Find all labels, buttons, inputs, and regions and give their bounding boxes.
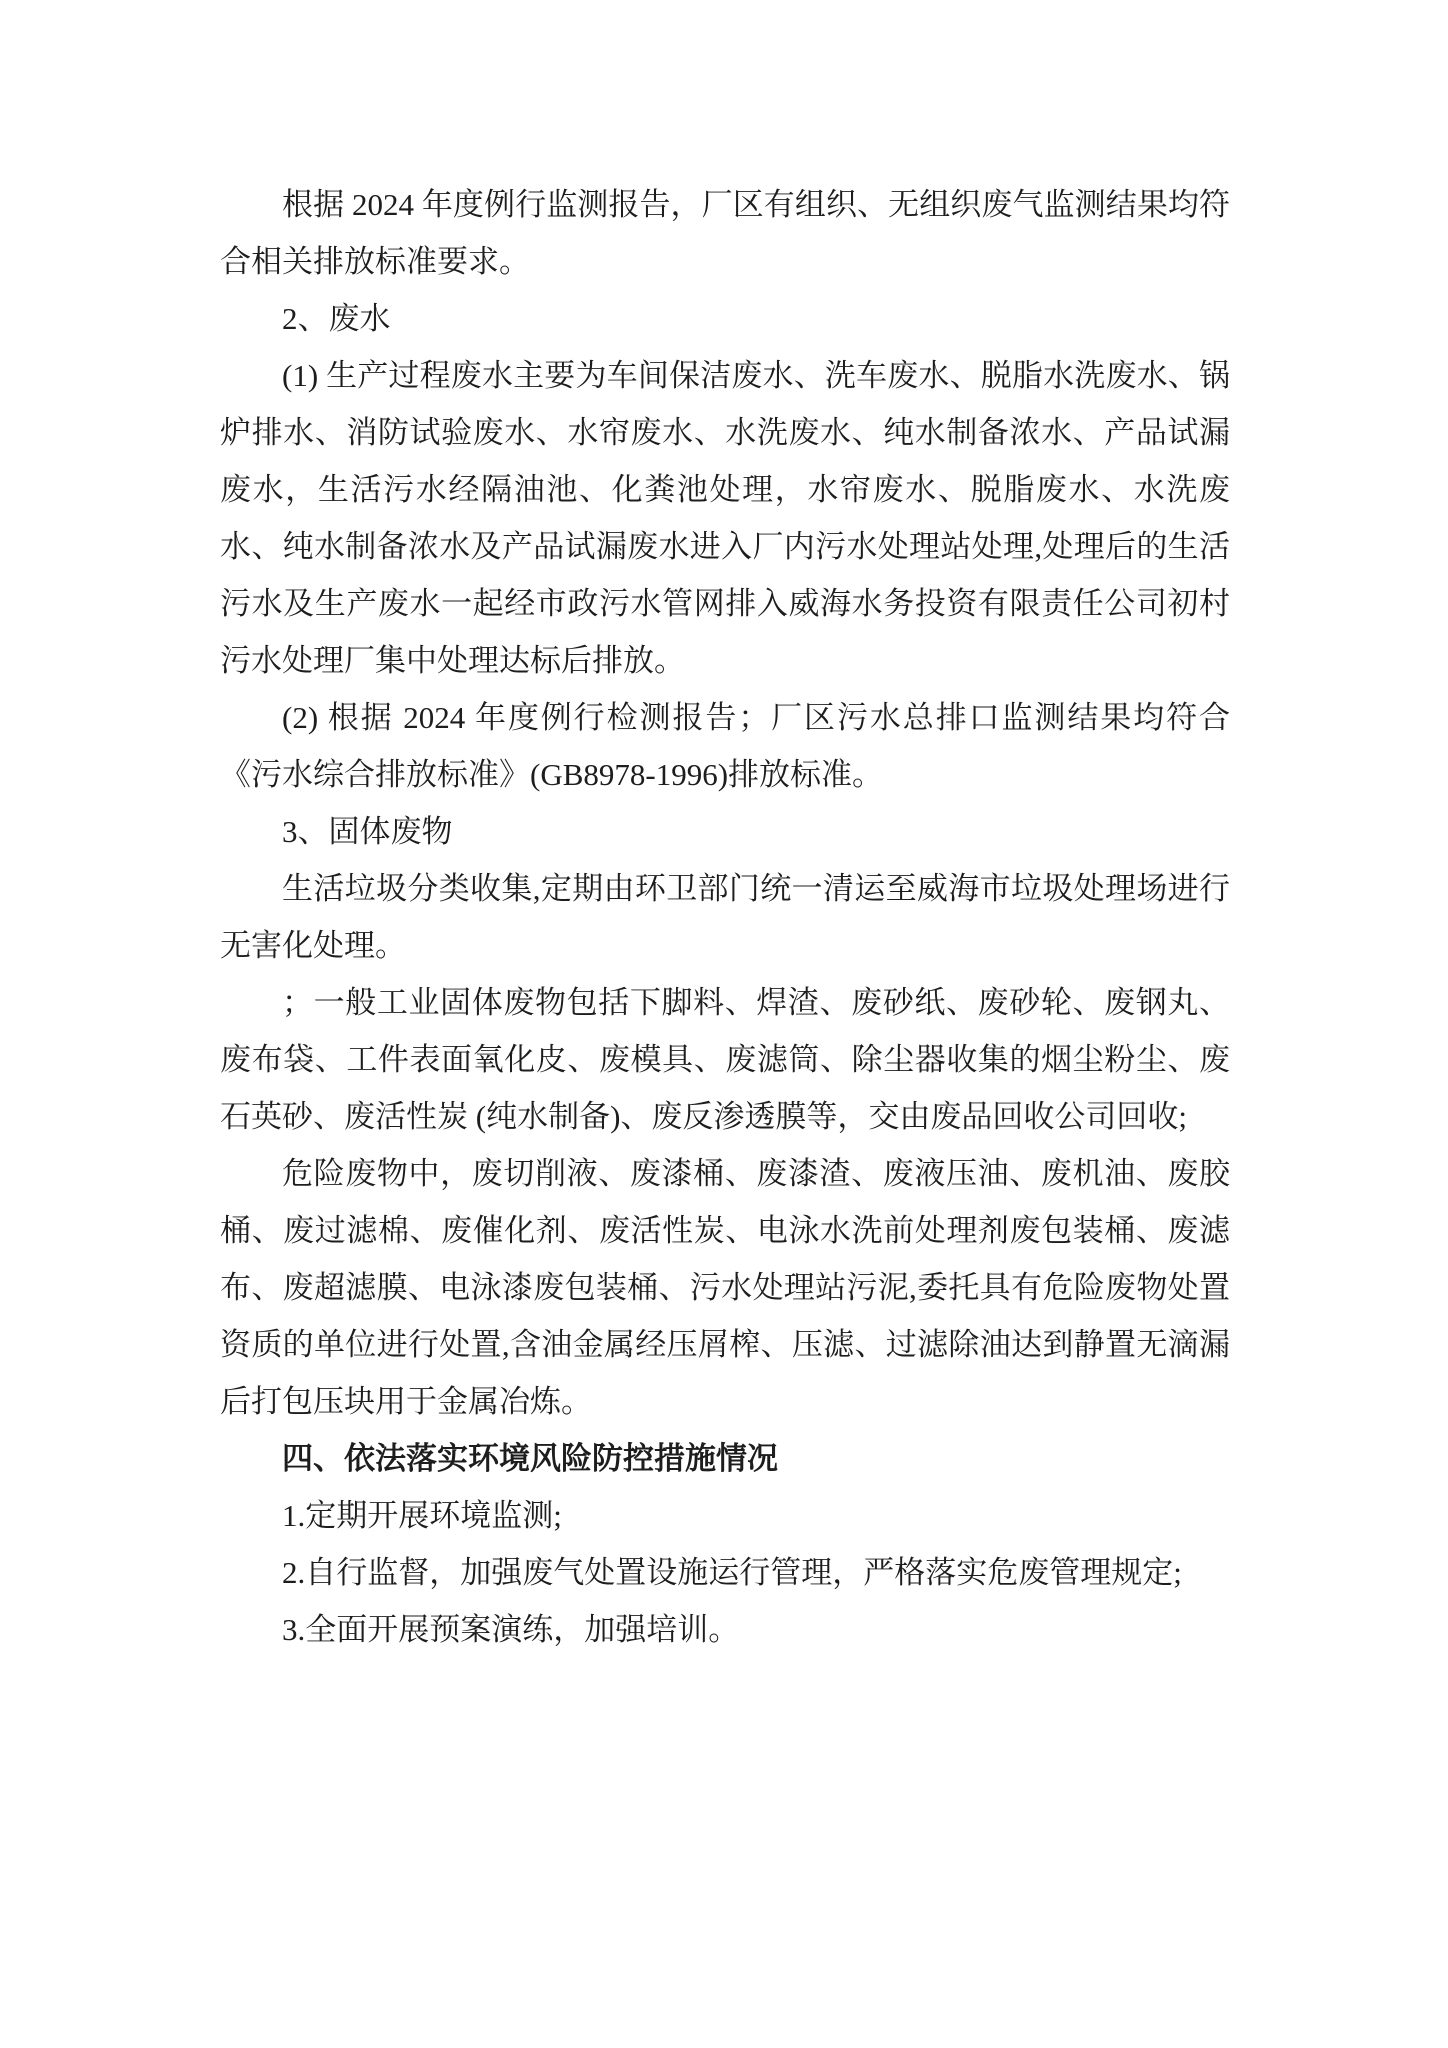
section-heading-risk-control: 四、依法落实环境风险防控措施情况 xyxy=(282,1441,778,1476)
paragraph-hazardous-waste: 危险废物中，废切削液、废漆桶、废漆渣、废液压油、废机油、废胶桶、废过滤棉、废催化剂、废活性炭、电泳水洗前处理剂废包装桶、废滤布、废超滤膜、电泳漆废包装桶、污水处理站污泥,委托具有危险废物处置资质的单位进行处置,含油金属经压屑榨、压滤、过滤除油达到静置无滴漏后打包压块用于金属冶炼。 xyxy=(220,1156,1230,1419)
subheading-solid-waste: 3、固体废物 xyxy=(282,814,453,849)
paragraph-general-industrial-waste: ；一般工业固体废物包括下脚料、焊渣、废砂纸、废砂轮、废钢丸、废布袋、工件表面氧化皮、废模具、废滤筒、除尘器收集的烟尘粉尘、废石英砂、废活性炭 (纯水制备)、废反渗透膜等，交由废品回收公司回收; xyxy=(220,985,1230,1134)
paragraph-air-monitoring-result: 根据 2024 年度例行监测报告，厂区有组织、无组织废气监测结果均符合相关排放标准要求。 xyxy=(220,187,1230,279)
list-item-monitoring: 1.定期开展环境监测; xyxy=(282,1498,562,1533)
paragraph-wastewater-monitoring-result: (2) 根据 2024 年度例行检测报告；厂区污水总排口监测结果均符合《污水综合排放标准》(GB8978-1996)排放标准。 xyxy=(220,700,1230,792)
paragraph-wastewater-sources: (1) 生产过程废水主要为车间保洁废水、洗车废水、脱脂水洗废水、锅炉排水、消防试验废水、水帘废水、水洗废水、纯水制备浓水、产品试漏废水，生活污水经隔油池、化粪池处理，水帘废水、脱脂废水、水洗废水、纯水制备浓水及产品试漏废水进入厂内污水处理站处理,处理后的生活污水及生产废水一起经市政污水管网排入威海水务投资有限责任公司初村污水处理厂集中处理达标后排放。 xyxy=(220,358,1230,678)
list-item-drills-training: 3.全面开展预案演练，加强培训。 xyxy=(282,1612,740,1647)
subheading-wastewater: 2、废水 xyxy=(282,301,391,336)
paragraph-domestic-garbage: 生活垃圾分类收集,定期由环卫部门统一清运至威海市垃圾处理场进行无害化处理。 xyxy=(220,871,1230,963)
list-item-self-supervision: 2.自行监督，加强废气处置设施运行管理，严格落实危废管理规定; xyxy=(282,1555,1182,1590)
